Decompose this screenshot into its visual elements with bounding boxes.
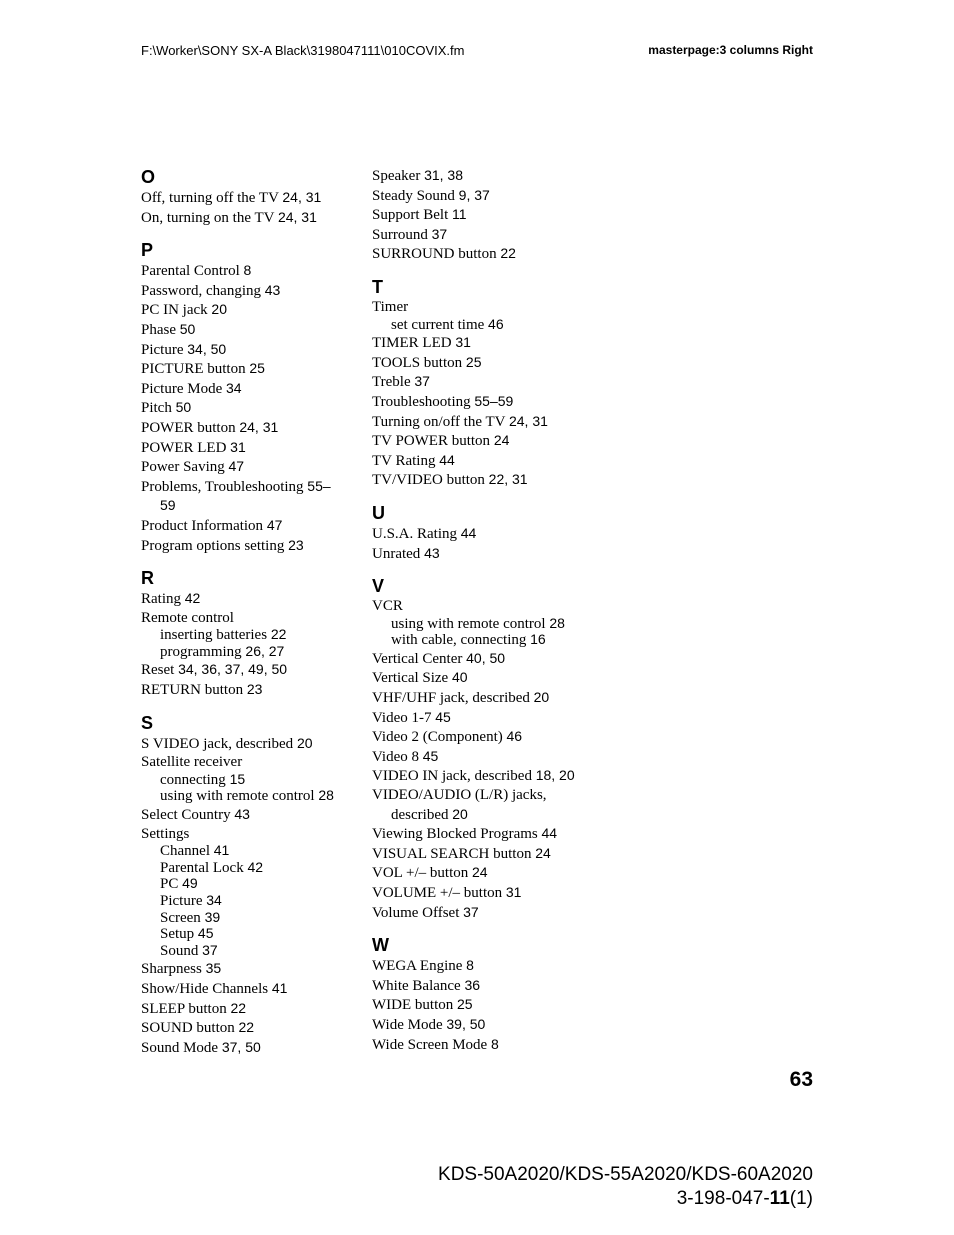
entry-pages: 24, 31 [239,418,279,435]
index-entry [372,708,587,728]
part-number-suffix: (1) [789,1188,813,1209]
index-entry [372,451,587,471]
index-entry [372,392,587,412]
entry-pages: 37 [431,225,448,242]
entry-pages: 50 [175,399,192,416]
index-entry [372,903,587,923]
entry-term: VISUAL SEARCH button [372,845,532,862]
index-entry [372,995,587,1015]
entry-pages: 18, 20 [535,767,575,784]
entry-term: Picture [141,341,184,358]
index-entry [141,1038,356,1058]
index-entry [141,320,356,340]
index-subentry [160,627,356,644]
entry-pages: 15 [229,770,246,787]
index-entry [141,734,356,754]
entry-pages: 22, 31 [488,471,528,488]
index-entry [141,959,356,979]
entry-pages: 42 [247,858,264,875]
entry-pages: 40, 50 [466,649,506,666]
entry-pages: 28 [549,614,565,631]
entry-pages: 37, 50 [221,1038,261,1055]
entry-term: Picture Mode [141,380,223,397]
index-entry [141,477,356,497]
entry-term: TIMER LED [372,335,452,352]
entry-term: Remote control [141,609,234,626]
index-entry [372,298,587,317]
entry-pages: 23 [246,681,263,698]
entry-term: VOLUME +/– button [372,885,503,901]
index-section [372,502,587,563]
entry-term: VIDEO/AUDIO (L/R) jacks, [372,787,547,804]
index-subentry [160,772,356,789]
entry-term: Treble [372,374,411,391]
index-subentry [160,926,356,943]
entry-term: Satellite receiver [141,754,243,771]
entry-term: Vertical Size [372,670,449,687]
index-section [141,239,356,555]
index-subentry [160,644,356,661]
index-entry [372,649,587,669]
entry-pages: 47 [228,458,245,475]
entry-term: described [391,806,449,823]
index-entry [372,688,587,708]
entry-pages: 22 [500,245,516,262]
entry-term: Pitch [141,400,172,417]
entry-pages: 40 [451,669,468,686]
entry-pages: 37 [414,373,430,390]
index-entry [141,536,356,556]
entry-term: Off, turning off the TV [141,190,279,206]
index-subentry [391,632,587,649]
entry-term: PC IN jack [141,302,208,319]
entry-pages: 31, 38 [424,167,463,183]
model-numbers: KDS-50A2020/KDS-55A2020/KDS-60A2020 [438,1164,813,1185]
entry-pages: 34, 36, 37, 49, 50 [178,661,288,678]
section-letter: P [141,240,154,261]
index-entry [372,333,587,353]
index-entry [372,976,587,996]
entry-term: Power Saving [141,459,225,476]
entry-term: WEGA Engine [372,958,463,975]
entry-term: TV Rating [372,452,436,469]
entry-pages: 28 [318,787,334,804]
entry-pages: 50 [179,320,196,337]
index-entry [141,188,356,208]
entry-pages: 8 [243,262,252,279]
entry-term: Video 2 (Component) [372,729,503,746]
index-entry [372,668,587,688]
entry-pages: 41 [271,979,288,996]
entry-pages: 34 [206,892,222,908]
entry-term: Viewing Blocked Programs [372,826,538,843]
entry-pages: 41 [213,842,230,859]
entry-pages: 43 [264,281,281,298]
entry-pages: 31 [505,884,522,900]
entry-pages: 25 [249,360,265,377]
index-entry [372,244,587,264]
index-column-right [372,166,587,1066]
entry-pages: 24, 31 [277,208,317,225]
entry-pages: 45 [422,747,439,764]
entry-pages: 20 [296,734,313,751]
entry-pages: 44 [460,524,477,541]
index-entry [141,609,356,628]
entry-term: Vertical Center [372,650,463,667]
entry-term: Video 8 [372,748,420,765]
entry-term: POWER button [141,419,236,436]
entry-term: Picture [160,893,203,909]
index-entry [372,883,587,903]
index-subentry [391,317,587,334]
index-entry [141,753,356,772]
section-letter: U [372,502,385,523]
entry-term: Problems, Troubleshooting [141,478,304,495]
index-entry [372,1035,587,1055]
part-number [438,1187,813,1211]
entry-term: with cable, connecting [391,632,527,649]
index-entry [141,340,356,360]
part-number-prefix: 3-198-047- [676,1188,770,1209]
entry-pages: 34, 50 [187,340,227,357]
entry-term: Select Country [141,807,231,824]
index-subentry [160,910,356,927]
entry-term: VHF/UHF jack, described [372,690,530,707]
page-number: 63 [789,1068,813,1091]
part-number-revision: 11 [769,1188,790,1209]
entry-pages: 31 [455,334,471,351]
index-section [372,276,587,490]
entry-pages: 59 [160,497,176,514]
index-subentry [160,893,356,910]
entry-term: Settings [141,825,190,842]
entry-pages: 45 [197,925,214,942]
entry-pages: 24, 31 [282,189,322,205]
index-subentry [391,616,587,633]
entry-term: using with remote control [391,615,546,632]
entry-term: Steady Sound [372,187,455,204]
index-entry [141,979,356,999]
entry-term: Phase [141,321,176,338]
entry-term: Screen [160,909,201,926]
entry-pages: 26, 27 [245,642,285,659]
entry-term: S VIDEO jack, described [141,735,294,752]
entry-term: TV POWER button [372,433,491,450]
index-entry [372,225,587,245]
entry-pages: 24 [471,864,488,881]
entry-term: VCR [372,598,403,615]
entry-pages: 47 [266,516,283,533]
entry-term: SLEEP button [141,1000,227,1017]
index-entry [141,208,356,228]
section-letter: W [372,935,389,956]
index-entry [372,824,587,844]
index-entry [372,412,587,432]
file-path-header: F:\Worker\SONY SX-A Black\3198047111\010COVIX.fm [141,43,465,58]
index-entry [141,589,356,609]
entry-pages: 22 [230,999,247,1016]
entry-pages: 49 [182,875,198,892]
section-letter: V [372,576,385,597]
index-section [141,712,356,1058]
index-entry [141,379,356,399]
entry-term: TOOLS button [372,354,463,371]
entry-pages: 45 [435,708,451,725]
index-entry [372,205,587,225]
entry-term: Sound Mode [141,1039,219,1056]
masterpage-label: masterpage:3 columns Right [648,43,813,57]
entry-pages: 20 [533,689,550,706]
entry-term: using with remote control [160,788,315,805]
index-entry [141,825,356,844]
section-letter: R [141,568,154,589]
entry-term: Unrated [372,545,421,562]
entry-term: U.S.A. Rating [372,525,458,542]
index-entry [141,281,356,301]
entry-pages: 16 [530,631,546,648]
entry-pages: 37 [202,941,218,958]
entry-pages: 46 [506,728,523,745]
index-entry-continuation [372,805,587,825]
entry-term: TV/VIDEO button [372,472,485,489]
entry-term: Turning on/off the TV [372,413,506,430]
index-entry [141,261,356,281]
index-section [372,575,587,922]
index-entry [141,516,356,536]
entry-pages: 35 [205,960,222,977]
entry-pages: 25 [456,996,473,1013]
entry-term: SURROUND button [372,246,497,263]
index-entry [141,398,356,418]
index-section [141,567,356,700]
entry-pages: 23 [288,536,304,553]
index-entry [372,353,587,373]
entry-pages: 8 [490,1035,499,1052]
index-entry [372,747,587,767]
entry-term: SOUND button [141,1020,235,1037]
index-entry [141,660,356,680]
entry-term: Parental Control [141,263,240,280]
entry-pages: 20 [211,301,227,318]
entry-term: Parental Lock [160,859,244,876]
index-entry [372,544,587,564]
entry-pages: 22 [238,1019,255,1036]
entry-term: Rating [141,591,181,608]
index-entry [372,431,587,451]
entry-term: Program options setting [141,537,285,554]
section-letter: S [141,712,154,733]
entry-pages: 9, 37 [458,186,490,203]
index-entry [141,457,356,477]
entry-term: Reset [141,662,175,679]
index-entry [141,805,356,825]
index-section [372,166,587,264]
entry-term: connecting [160,771,226,788]
entry-pages: 22 [270,626,287,643]
entry-term: White Balance [372,977,461,994]
entry-term: VOL +/– button [372,865,469,882]
index-entry [372,844,587,864]
index-subentry [160,943,356,960]
entry-term: PICTURE button [141,361,246,378]
entry-pages: 24, 31 [508,412,548,429]
index-subentry [160,788,356,805]
entry-pages: 37 [463,903,479,920]
index-entry [141,418,356,438]
index-entry [141,999,356,1019]
entry-term: Support Belt [372,207,449,224]
entry-pages: 55– [307,477,331,494]
entry-pages: 24 [535,844,551,861]
index-section [141,166,356,227]
entry-pages: 34 [225,379,242,396]
entry-pages: 42 [184,590,201,607]
entry-pages: 24 [493,432,510,449]
entry-pages: 39 [204,908,221,925]
entry-term: Product Information [141,517,264,534]
entry-pages: 36 [464,976,481,993]
entry-pages: 44 [541,825,558,842]
index-entry [372,524,587,544]
index-entry [141,680,356,700]
index-entry [372,1015,587,1035]
index-column-left [141,166,356,1069]
entry-term: Wide Mode [372,1016,443,1033]
entry-term: Setup [160,926,195,943]
entry-pages: 31 [230,438,246,455]
index-entry [372,766,587,786]
entry-term: Password, changing [141,282,261,299]
entry-term: Wide Screen Mode [372,1036,488,1053]
entry-term: On, turning on the TV [141,209,275,226]
section-letter: O [141,167,156,187]
entry-pages: 39, 50 [446,1015,486,1032]
entry-term: WIDE button [372,997,454,1014]
section-letter: T [372,276,383,297]
index-entry-continuation [141,496,356,516]
index-entry [372,166,587,186]
entry-pages: 11 [452,206,467,223]
entry-pages: 43 [424,544,440,561]
entry-pages: 8 [466,957,474,974]
entry-term: POWER LED [141,439,227,456]
index-subentry [160,876,356,893]
entry-term: Timer [372,298,409,315]
entry-term: programming [160,643,242,660]
entry-pages: 44 [439,451,455,468]
entry-term: Volume Offset [372,904,460,921]
entry-pages: 25 [465,353,482,370]
index-entry [372,186,587,206]
index-section [372,934,587,1054]
entry-term: Show/Hide Channels [141,980,269,997]
entry-pages: 46 [488,315,504,332]
entry-term: Troubleshooting [372,393,471,410]
entry-term: Speaker [372,168,421,184]
entry-term: inserting batteries [160,627,268,644]
index-entry [141,438,356,458]
entry-term: Sharpness [141,961,202,978]
index-entry [372,727,587,747]
index-entry [372,956,587,976]
index-entry [141,359,356,379]
index-entry [372,372,587,392]
index-entry [372,470,587,490]
entry-term: Sound [160,942,199,959]
entry-term: PC [160,876,179,893]
model-info [438,1163,813,1211]
entry-term: Channel [160,843,210,860]
index-subentry [160,860,356,877]
entry-term: RETURN button [141,682,244,699]
entry-term: set current time [391,316,485,333]
index-entry [372,786,587,805]
entry-pages: 43 [234,806,250,823]
index-subentry [160,843,356,860]
index-entry [141,1018,356,1038]
index-entry [372,597,587,616]
index-entry [372,863,587,883]
entry-term: Surround [372,226,428,243]
index-entry [141,300,356,320]
entry-term: VIDEO IN jack, described [372,768,532,785]
entry-term: Video 1-7 [372,709,432,726]
entry-pages: 55–59 [474,392,514,409]
entry-pages: 20 [452,805,468,822]
